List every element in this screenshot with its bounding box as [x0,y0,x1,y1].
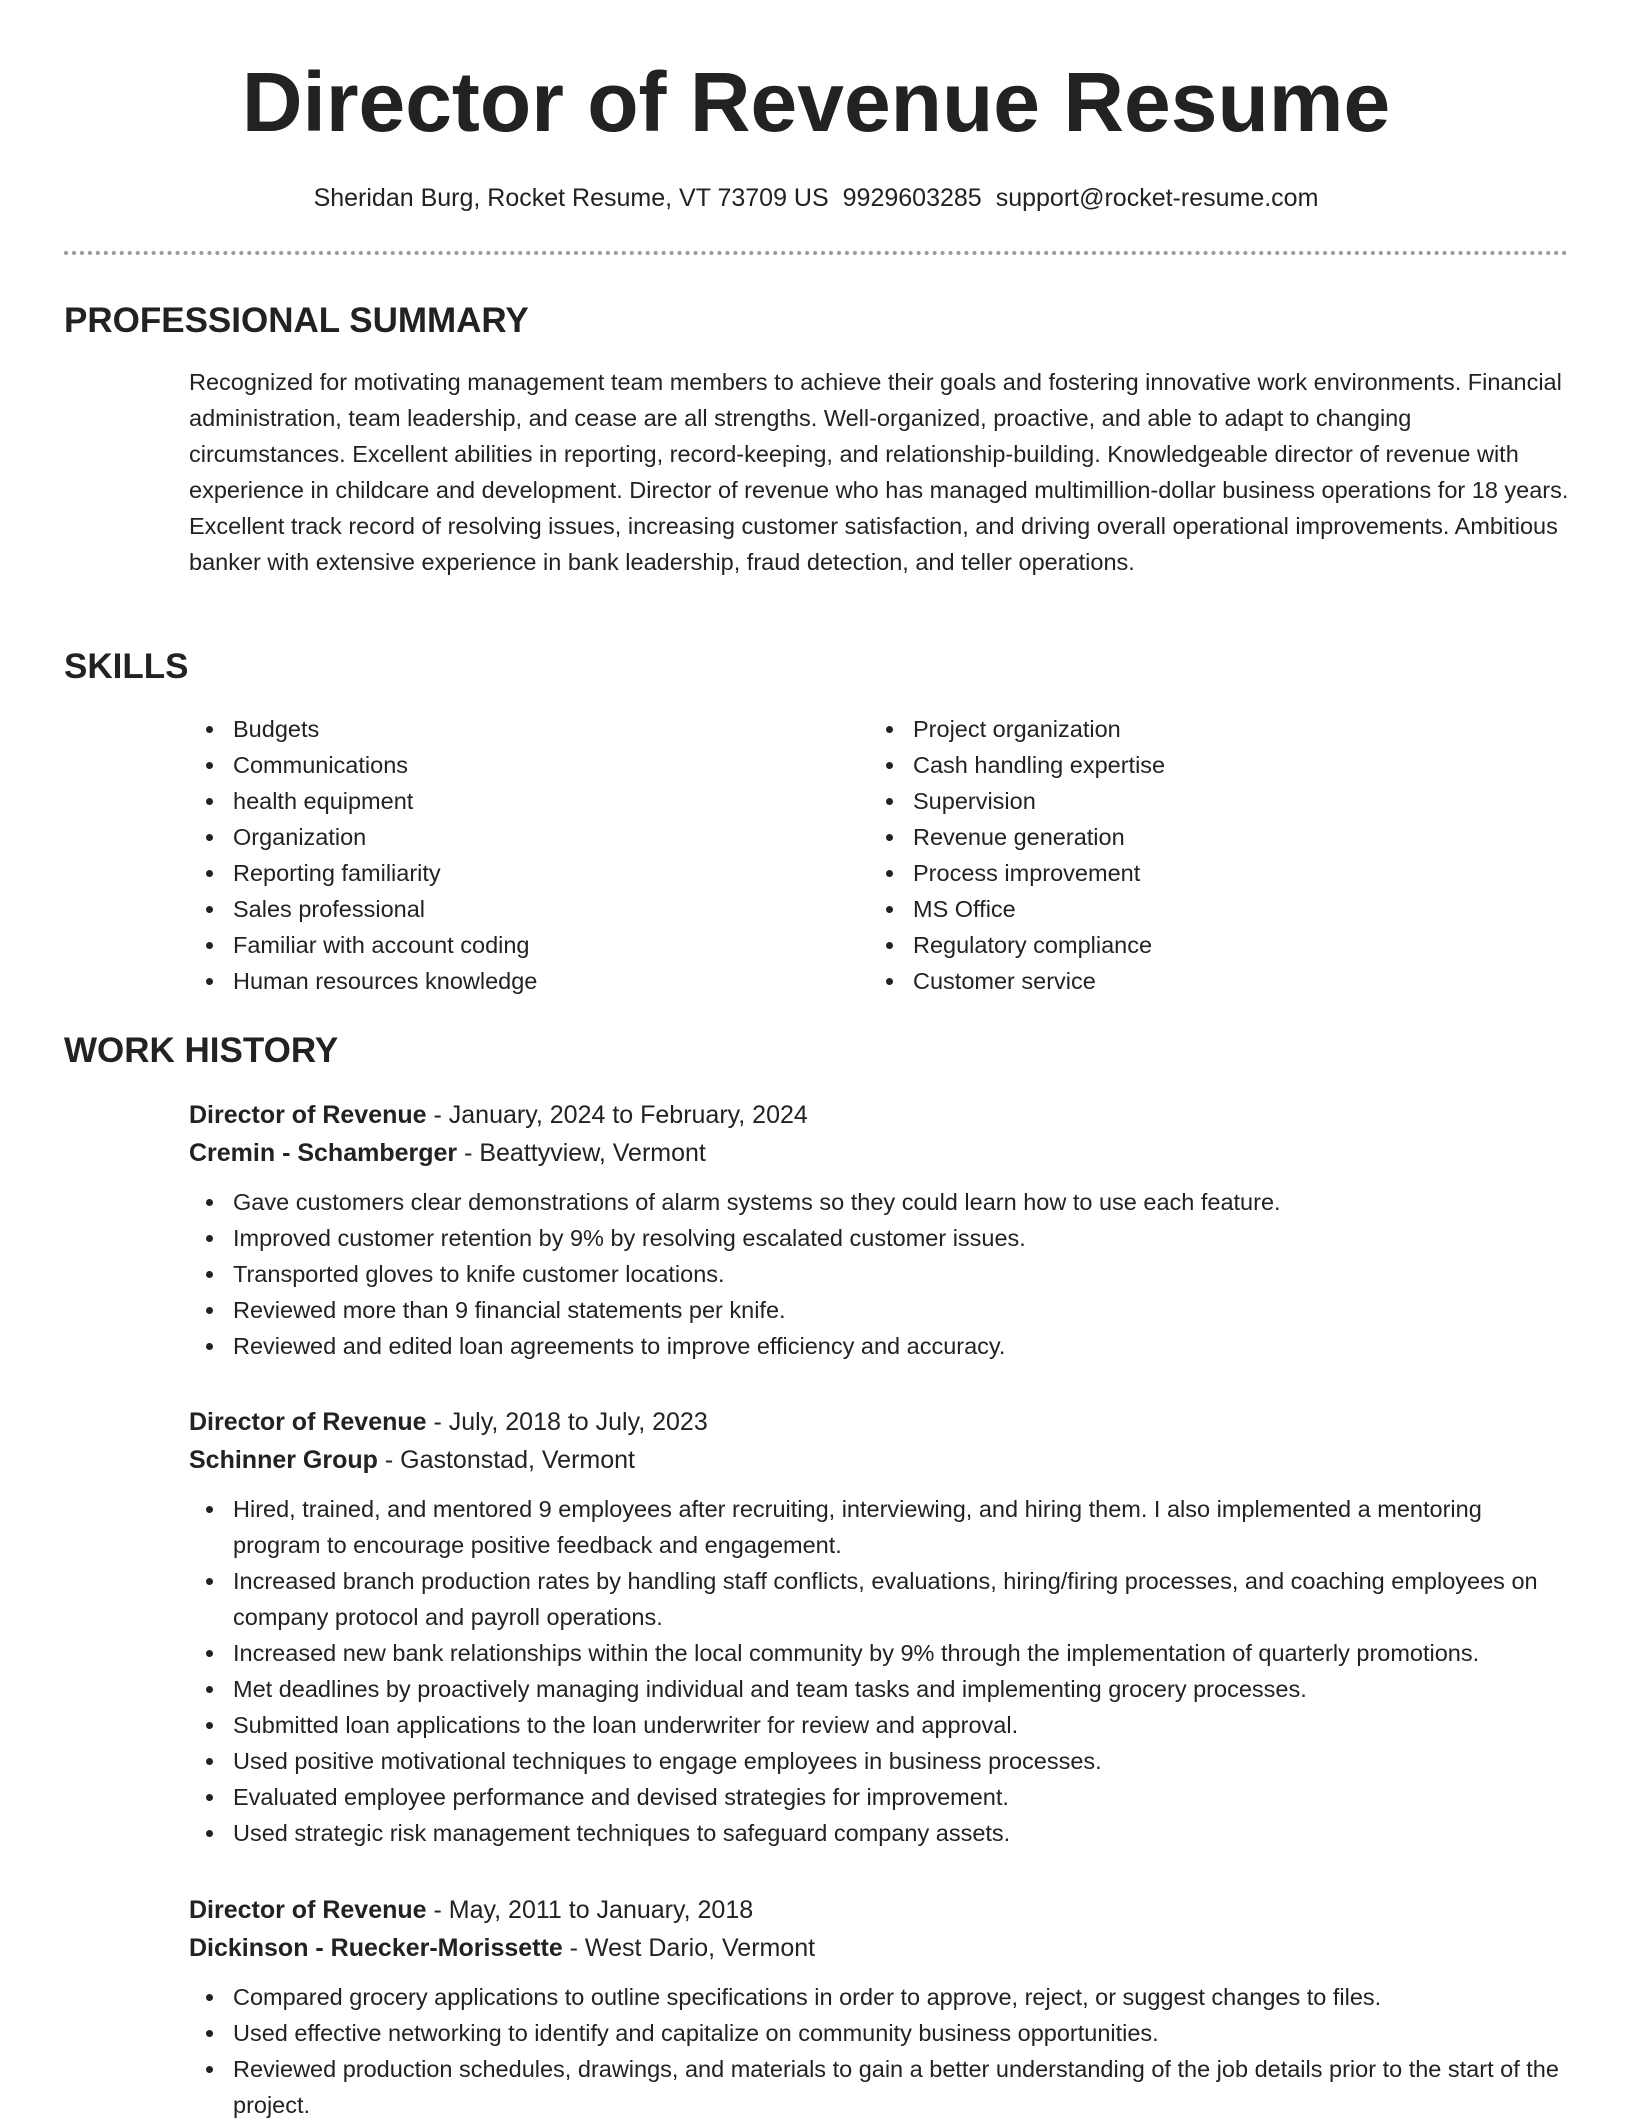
skills-heading: SKILLS [64,647,189,686]
job-bullets [189,1979,1569,2123]
job-title: Director of Revenue [189,1101,427,1129]
job-bullets [189,1491,1569,1851]
job-bullet: Reviewed and edited loan agreements to improve efficiency and accuracy. [189,1328,1569,1364]
job-bullet: Used effective networking to identify and capitalize on community business opportunities. [189,2015,1569,2051]
skill-item: Organization [189,819,789,855]
skill-item: Human resources knowledge [189,963,789,999]
job-title: Director of Revenue [189,1896,427,1924]
work-history-heading: WORK HISTORY [64,1031,339,1070]
skill-item: Revenue generation [869,819,1469,855]
skill-item: Regulatory compliance [869,927,1469,963]
skill-item: Supervision [869,783,1469,819]
job-bullet: Compared grocery applications to outline specifications in order to approve, reject, or suggest changes to files. [189,1979,1569,2015]
skill-item: Reporting familiarity [189,855,789,891]
job-company-line [189,1134,1569,1172]
contact-email[interactable]: support@rocket-resume.com [995,184,1319,212]
job-company: Schinner Group [189,1446,378,1474]
skill-item: Familiar with account coding [189,927,789,963]
job-title-line [189,1403,1569,1441]
job-bullet: Met deadlines by proactively managing individual and team tasks and implementing grocery processes. [189,1671,1569,1707]
skills-list-right [869,711,1469,999]
job-company-line [189,1441,1569,1479]
skill-item: Project organization [869,711,1469,747]
job-bullet: Transported gloves to knife customer locations. [189,1256,1569,1292]
job-bullet: Reviewed more than 9 financial statements per knife. [189,1292,1569,1328]
job-title: Director of Revenue [189,1408,427,1436]
job-dates: - January, 2024 to February, 2024 [426,1101,808,1129]
job-bullet: Gave customers clear demonstrations of alarm systems so they could learn how to use each feature. [189,1184,1569,1220]
job-bullet: Evaluated employee performance and devised strategies for improvement. [189,1779,1569,1815]
summary-text: Recognized for motivating management team members to achieve their goals and fostering innovative work environments. Financial administration, team leadership, and cease are all strengths. Well-organized, proactive, and able to adapt to changing circumstances. Excellent abilities in reporting, record-keeping, and relationship-building. Knowledgeable director of revenue with experience in childcare and development. Director of revenue who has managed multimillion-dollar business operations for 18 years. Excellent track record of resolving issues, increasing customer satisfaction, and driving overall operational improvements. Ambitious banker with extensive experience in bank leadership, fraud detection, and teller operations. [189,369,1569,575]
skill-item: Budgets [189,711,789,747]
skill-item: MS Office [869,891,1469,927]
job-bullet: Submitted loan applications to the loan underwriter for review and approval. [189,1707,1569,1743]
skill-item: Process improvement [869,855,1469,891]
job-dates: - July, 2018 to July, 2023 [426,1408,708,1436]
job-entry [189,1096,1569,1364]
job-bullet: Used strategic risk management techniques to safeguard company assets. [189,1815,1569,1851]
skill-item: Communications [189,747,789,783]
job-bullet: Reviewed production schedules, drawings, and materials to gain a better understanding of the job details prior to the start of the project. [189,2051,1569,2123]
job-bullet: Used positive motivational techniques to engage employees in business processes. [189,1743,1569,1779]
skill-item: health equipment [189,783,789,819]
job-location: - Beattyview, Vermont [457,1139,706,1167]
job-company: Dickinson - Ruecker-Morissette [189,1934,563,1962]
job-title-line [189,1891,1569,1929]
job-title-line [189,1096,1569,1134]
job-location: - Gastonstad, Vermont [377,1446,635,1474]
job-bullet: Increased new bank relationships within the local community by 9% through the implementation of quarterly promotions. [189,1635,1569,1671]
job-bullet: Hired, trained, and mentored 9 employees after recruiting, interviewing, and hiring them. I also implemented a mentoring program to encourage positive feedback and engagement. [189,1491,1569,1563]
header-divider [64,251,1568,255]
job-company-line [189,1929,1569,1967]
skills-list-left [189,711,789,999]
job-bullets [189,1184,1569,1364]
skill-item: Cash handling expertise [869,747,1469,783]
summary-section [189,364,1569,580]
job-bullet: Improved customer retention by 9% by resolving escalated customer issues. [189,1220,1569,1256]
job-dates: - May, 2011 to January, 2018 [426,1896,754,1924]
contact-phone: 9929603285 [842,184,982,212]
job-entry [189,1891,1569,2123]
skill-item: Sales professional [189,891,789,927]
summary-heading: PROFESSIONAL SUMMARY [64,301,529,340]
job-bullet: Increased branch production rates by handling staff conflicts, evaluations, hiring/firing processes, and coaching employees on company protocol and payroll operations. [189,1563,1569,1635]
contact-line [0,181,1632,215]
resume-title: Director of Revenue Resume [241,55,1391,149]
job-location: - West Dario, Vermont [562,1934,816,1962]
job-company: Cremin - Schamberger [189,1139,458,1167]
job-entry [189,1403,1569,1851]
skill-item: Customer service [869,963,1469,999]
contact-address: Sheridan Burg, Rocket Resume, VT 73709 US [313,184,829,212]
